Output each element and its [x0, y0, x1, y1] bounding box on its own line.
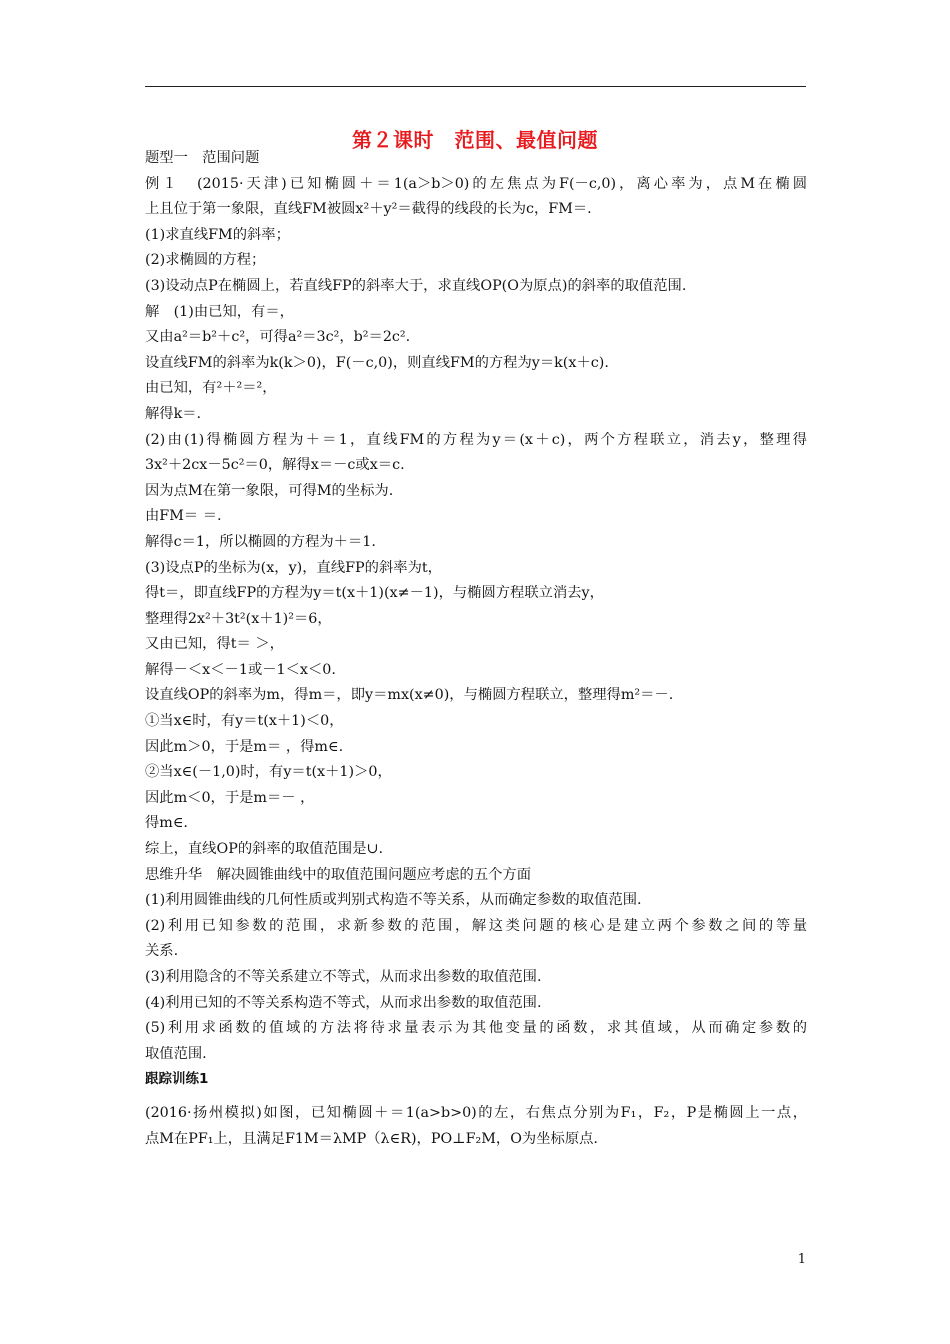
solution-line: 由已知，有²＋²＝²，: [145, 380, 277, 397]
solution-line: 解 (1)由已知，有＝，: [145, 303, 294, 320]
summary-point-3: (3)利用隐含的不等关系建立不等式，从而求出参数的取值范围.: [145, 969, 542, 985]
solution-line: 整理得2x²＋3t²(x＋1)²＝6，: [145, 610, 332, 627]
solution-line: 解得k＝.: [145, 405, 202, 422]
solution-line: ②当x∈(－1,0)时，有y＝t(x＋1)＞0，: [145, 764, 392, 781]
practice-statement: (2016·扬州模拟)如图，已知椭圆＋＝1(a>b>0)的左，右焦点分别为F₁，F₂，P是椭圆上一点，: [145, 1104, 807, 1121]
section-heading: 题型一 范围问题: [145, 150, 260, 166]
question-2: (2)求椭圆的方程；: [145, 252, 266, 269]
solution-line: 因此m＞0，于是m＝ ，得m∈.: [145, 738, 344, 755]
solution-line: (3)设点P的坐标为(x，y)，直线FP的斜率为t，: [145, 559, 442, 576]
solution-line: 设直线FM的斜率为k(k＞0)，F(－c,0)，则直线FM的方程为y＝k(x＋c).: [145, 354, 609, 371]
solution-line: 又由已知，得t＝ ＞，: [145, 636, 284, 653]
summary-point-2: (2)利用已知参数的范围，求新参数的范围，解这类问题的核心是建立两个参数之间的等量: [145, 917, 807, 934]
solution-line: 解得－＜x＜－1或－1＜x＜0.: [145, 661, 336, 678]
question-1: (1)求直线FM的斜率；: [145, 226, 290, 243]
solution-line: 又由a²＝b²＋c²，可得a²＝3c²，b²＝2c².: [145, 329, 411, 346]
lesson-title: 第２课时 范围、最值问题: [352, 128, 598, 152]
document-body: [145, 146, 807, 1152]
solution-line: 得t＝，即直线FP的方程为y＝t(x＋1)(x≠－1)，与椭圆方程联立消去y，: [145, 585, 604, 602]
summary-point-5: (5)利用求函数的值域的方法将待求量表示为其他变量的函数，求其值域，从而确定参数的: [145, 1020, 807, 1037]
summary-point-4: (4)利用已知的不等关系构造不等式，从而求出参数的取值范围.: [145, 994, 542, 1011]
question-3: (3)设动点P在椭圆上，若直线FP的斜率大于，求直线OP(O为原点)的斜率的取值范围.: [145, 277, 687, 294]
solution-conclusion: 综上，直线OP的斜率的取值范围是∪.: [145, 841, 384, 858]
solution-line: 因为点M在第一象限，可得M的坐标为.: [145, 482, 394, 499]
header-rule: [145, 86, 806, 87]
summary-heading: 思维升华 解决圆锥曲线中的取值范围问题应考虑的五个方面: [145, 866, 532, 883]
summary-point-5-cont: 取值范围.: [145, 1045, 207, 1062]
solution-line: 因此m＜0，于是m＝－ ，: [145, 789, 315, 806]
solution-line: 3x²＋2cx－5c²＝0，解得x＝－c或x＝c.: [145, 457, 405, 474]
summary-point-2-cont: 关系.: [145, 943, 179, 960]
summary-point-1: (1)利用圆锥曲线的几何性质或判别式构造不等关系，从而确定参数的取值范围.: [145, 892, 642, 909]
example-statement: 例１ (2015·天津)已知椭圆＋＝1(a＞b＞0)的左焦点为F(－c,0)，离心率为，点M在椭圆: [145, 175, 807, 192]
example-statement-cont: 上且位于第一象限，直线FM被圆x²＋y²＝截得的线段的长为c，FM＝.: [145, 201, 592, 218]
solution-line: 设直线OP的斜率为m，得m＝，即y＝mx(x≠0)，与椭圆方程联立，整理得m²＝－.: [145, 687, 674, 704]
solution-line: 由FM＝ ＝.: [145, 508, 222, 525]
page-number: 1: [797, 1252, 806, 1267]
solution-line: 得m∈.: [145, 815, 188, 832]
practice-heading: 跟踪训练1: [145, 1071, 209, 1088]
solution-line: 解得c＝1，所以椭圆的方程为＋＝1.: [145, 533, 376, 550]
solution-line: (2)由(1)得椭圆方程为＋＝1，直线FM的方程为y＝(x＋c)，两个方程联立，消去y，整理得: [145, 431, 807, 448]
practice-statement-cont: 点M在PF₁上，且满足F1M＝λMP（λ∈R)，PO⊥F₂M，O为坐标原点.: [145, 1130, 598, 1147]
solution-line: ①当x∈时，有y＝t(x＋1)＜0，: [145, 713, 344, 730]
